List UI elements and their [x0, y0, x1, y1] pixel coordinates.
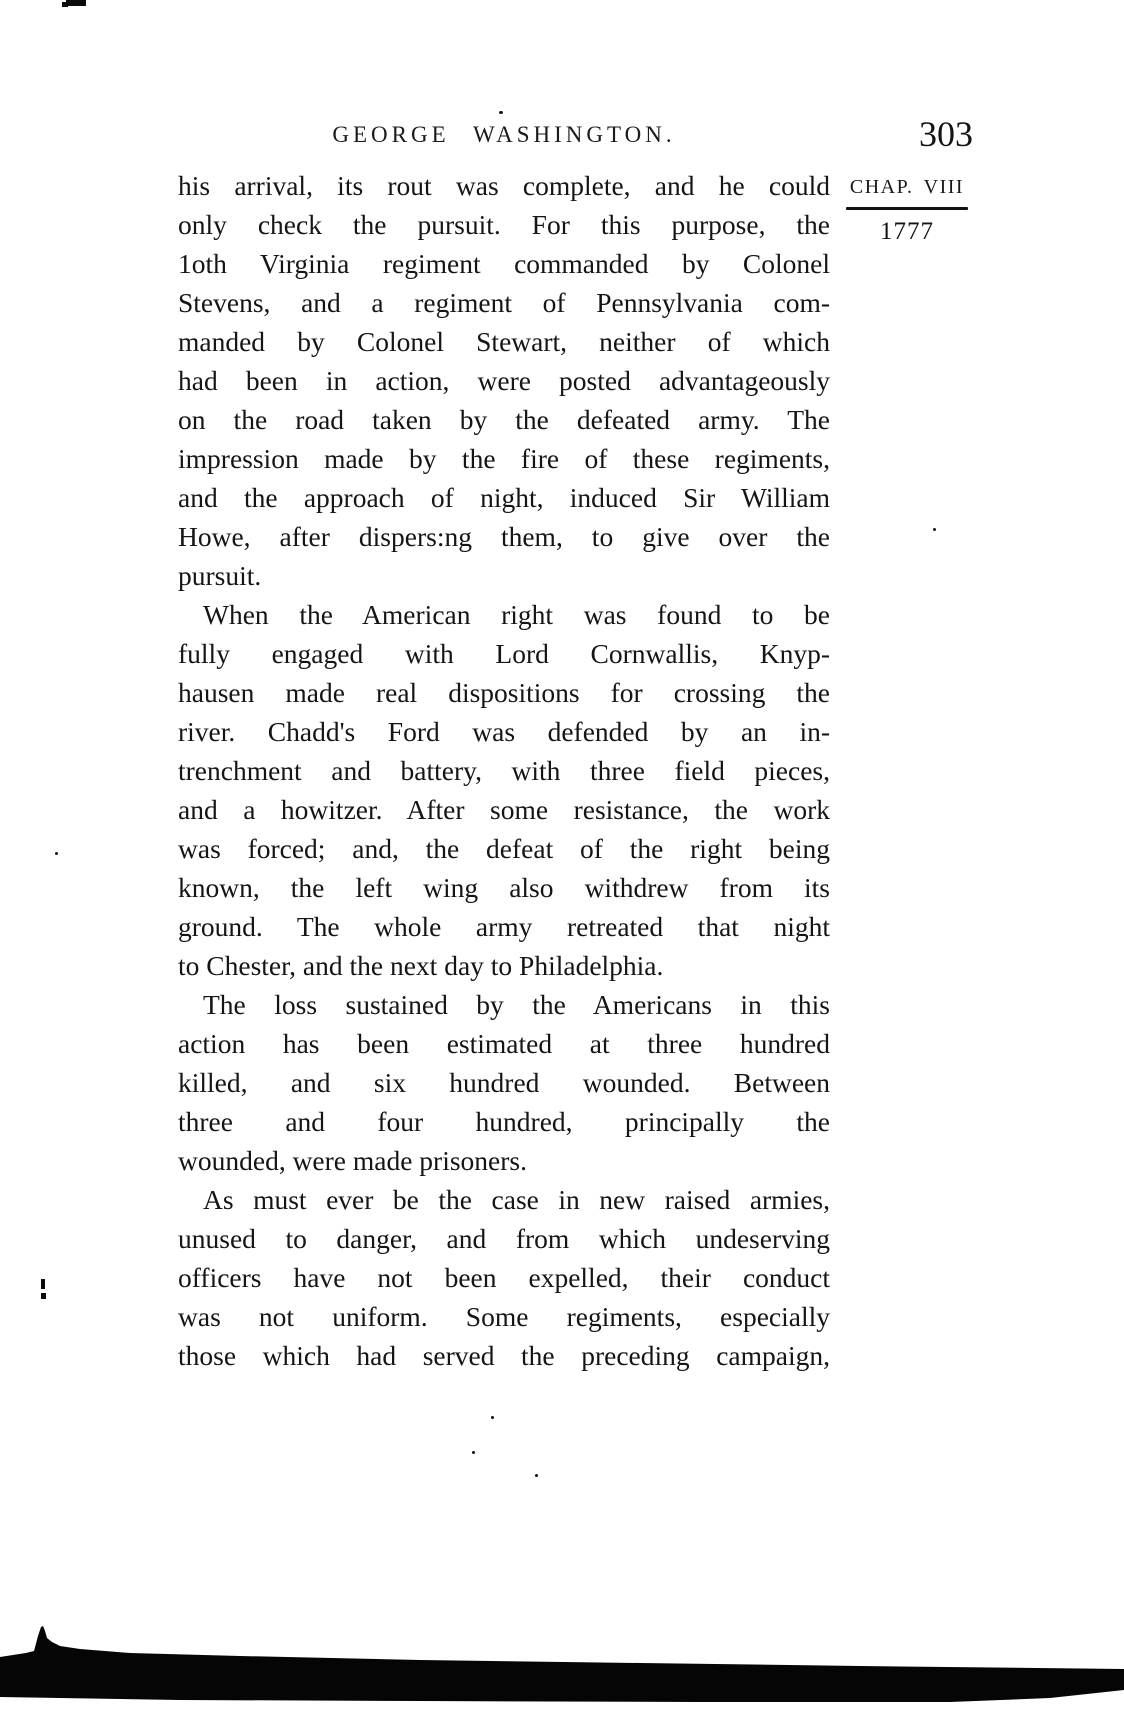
margin-rule: [846, 207, 968, 210]
speck: [55, 852, 58, 855]
text-line: only check the pursuit. For this purpose, the: [178, 209, 830, 240]
running-title: GEORGE WASHINGTON.: [332, 122, 676, 147]
text-line: Howe, after dispers:ng them, to give over the: [178, 521, 830, 552]
speck: [933, 528, 936, 531]
text-line: wounded, were made prisoners.: [178, 1145, 527, 1176]
text-line: had been in action, were posted advantageously: [178, 365, 830, 396]
text-line: was forced; and, the defeat of the right being: [178, 833, 830, 864]
text-line: trenchment and battery, with three field pieces,: [178, 755, 830, 786]
speck: [499, 111, 503, 114]
text-line: to Chester, and the next day to Philadelphia.: [178, 950, 664, 981]
text-line: hausen made real dispositions for crossing the: [178, 677, 830, 708]
text-line: on the road taken by the defeated army. The: [178, 404, 830, 435]
margin-tick-dot: [41, 1293, 46, 1299]
text-line: was not uniform. Some regiments, especially: [178, 1301, 830, 1332]
margin-tick-mark: [41, 1279, 45, 1289]
page-number: 303: [919, 114, 973, 154]
text-line: his arrival, its rout was complete, and he could: [178, 170, 830, 201]
speck: [535, 1474, 538, 1477]
ink-smudge-top: [66, 0, 86, 6]
ink-smudge-top-notch: [62, 2, 68, 7]
text-line: The loss sustained by the Americans in this: [203, 989, 830, 1020]
page-text-column: [178, 166, 830, 1375]
text-line: impression made by the fire of these regiments,: [178, 443, 830, 474]
text-line: When the American right was found to be: [203, 599, 830, 630]
text-line: known, the left wing also withdrew from its: [178, 872, 830, 903]
speck: [472, 1451, 475, 1454]
text-line: pursuit.: [178, 560, 262, 591]
text-line: those which had served the preceding campaign,: [178, 1340, 830, 1371]
text-line: three and four hundred, principally the: [178, 1106, 830, 1137]
text-line: action has been estimated at three hundred: [178, 1028, 830, 1059]
chapter-label: CHAP. VIII: [849, 176, 965, 198]
text-line: As must ever be the case in new raised armies,: [203, 1184, 830, 1215]
text-line: Stevens, and a regiment of Pennsylvania com-: [178, 287, 830, 318]
text-line: manded by Colonel Stewart, neither of which: [178, 326, 830, 357]
text-line: unused to danger, and from which undeserving: [178, 1223, 830, 1254]
text-line: ground. The whole army retreated that night: [178, 911, 830, 942]
year-label: 1777: [880, 218, 934, 245]
text-line: and a howitzer. After some resistance, the work: [178, 794, 830, 825]
ink-blot-band: [0, 1614, 1124, 1709]
margin-note: [846, 176, 968, 245]
text-line: river. Chadd's Ford was defended by an in-: [178, 716, 830, 747]
text-line: and the approach of night, induced Sir William: [178, 482, 830, 513]
text-line: officers have not been expelled, their conduct: [178, 1262, 830, 1293]
text-line: killed, and six hundred wounded. Between: [178, 1067, 830, 1098]
text-line: fully engaged with Lord Cornwallis, Knyp-: [178, 638, 830, 669]
speck: [491, 1416, 494, 1419]
text-line: 1oth Virginia regiment commanded by Colonel: [178, 248, 830, 279]
